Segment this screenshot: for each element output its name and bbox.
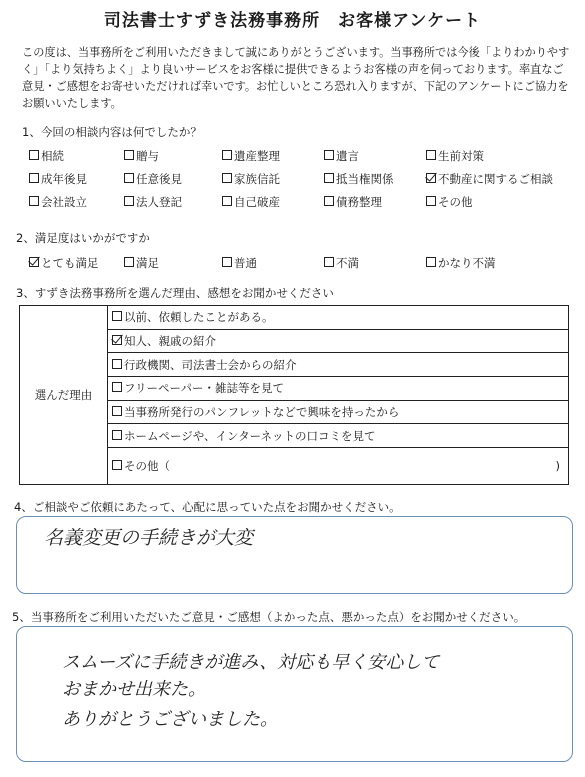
q1-option-saimu-seiri[interactable]: 債務整理 bbox=[324, 194, 382, 210]
checkbox[interactable] bbox=[124, 257, 134, 267]
checkbox[interactable] bbox=[112, 382, 122, 392]
checkbox[interactable] bbox=[222, 150, 232, 160]
q1-option-houjin-touki[interactable]: 法人登記 bbox=[124, 194, 182, 210]
q5-answer-line-2: おまかせ出来た。 bbox=[62, 679, 206, 700]
q2-option-kanari-fuman[interactable]: かなり不満 bbox=[426, 255, 496, 271]
reason-option-chijin[interactable]: 知人、親戚の紹介 bbox=[108, 329, 569, 353]
q2-option-totemo-manzoku[interactable]: とても満足 bbox=[29, 255, 99, 271]
q2-question: 2、満足度はいかがですか bbox=[16, 231, 150, 245]
checkbox[interactable] bbox=[112, 311, 122, 321]
survey-title: 司法書士すずき法務事務所 お客様アンケート bbox=[103, 11, 482, 31]
q1-option-zouyo[interactable]: 贈与 bbox=[124, 148, 159, 164]
checkbox[interactable] bbox=[426, 150, 436, 160]
checkbox[interactable] bbox=[426, 196, 436, 206]
intro-text: この度は、当事務所をご利用いただきまして誠にありがとうございます。当事務所では今後「よりわかりやすく」「より気持ちよく」より良いサービスをお客様に提供できるようお客様の声を伺っております。率直なご意見・ご感想をお寄せいただければ幸いです。お忙しいところ恐れ入りますが、下記のアンケートにご協力をお願いいたします。 bbox=[22, 46, 570, 110]
checkbox-checked[interactable] bbox=[426, 173, 436, 183]
checkbox[interactable] bbox=[29, 150, 39, 160]
q1-option-isan-seiri[interactable]: 遺産整理 bbox=[222, 148, 280, 164]
checkbox[interactable] bbox=[426, 257, 436, 267]
q1-option-jiko-hasan[interactable]: 自己破産 bbox=[222, 194, 280, 210]
q5-answer-line-3: ありがとうございました。 bbox=[62, 709, 278, 730]
checkbox[interactable] bbox=[324, 150, 334, 160]
checkbox[interactable] bbox=[222, 196, 232, 206]
reason-option-pamphlet[interactable]: 当事務所発行のパンフレットなどで興味を持ったから bbox=[108, 400, 569, 424]
q2-option-futsuu[interactable]: 普通 bbox=[222, 255, 257, 271]
q1-option-kazoku-shintaku[interactable]: 家族信託 bbox=[222, 171, 280, 187]
q5-answer-line-1: スムーズに手続きが進み、対応も早く安心して bbox=[62, 652, 440, 673]
checkbox[interactable] bbox=[29, 196, 39, 206]
q1-option-seizen-taisaku[interactable]: 生前対策 bbox=[426, 148, 484, 164]
q4-question: 4、ご相談やご依頼にあたって、心配に思っていた点をお聞かせください。 bbox=[14, 500, 401, 514]
reasons-table bbox=[19, 305, 569, 485]
checkbox-checked[interactable] bbox=[112, 335, 122, 345]
q1-option-teitouken[interactable]: 抵当権関係 bbox=[324, 171, 394, 187]
q1-option-souzoku[interactable]: 相続 bbox=[29, 148, 64, 164]
checkbox[interactable] bbox=[112, 460, 122, 470]
checkbox[interactable] bbox=[112, 430, 122, 440]
q1-option-fudousan[interactable]: 不動産に関するご相談 bbox=[426, 171, 553, 187]
checkbox[interactable] bbox=[124, 196, 134, 206]
q1-option-kaisha-setsuritsu[interactable]: 会社設立 bbox=[29, 194, 87, 210]
reason-option-free-paper[interactable]: フリーペーパー・雑誌等を見て bbox=[108, 377, 569, 401]
reason-option-irai[interactable]: 以前、依頼したことがある。 bbox=[108, 306, 569, 330]
checkbox[interactable] bbox=[324, 173, 334, 183]
checkbox[interactable] bbox=[324, 257, 334, 267]
checkbox[interactable] bbox=[222, 257, 232, 267]
reason-option-homepage[interactable]: ホームページや、インターネットの口コミを見て bbox=[108, 424, 569, 448]
checkbox[interactable] bbox=[324, 196, 334, 206]
checkbox[interactable] bbox=[222, 173, 232, 183]
checkbox[interactable] bbox=[124, 150, 134, 160]
reason-option-gyousei[interactable]: 行政機関、司法書士会からの紹介 bbox=[108, 353, 569, 377]
q1-question: 1、今回の相談内容は何でしたか？ bbox=[22, 125, 202, 139]
q2-option-manzoku[interactable]: 満足 bbox=[124, 255, 159, 271]
q1-option-seinen-kouken[interactable]: 成年後見 bbox=[29, 171, 87, 187]
q4-answer: 名義変更の手続きが大変 bbox=[44, 527, 254, 549]
checkbox[interactable] bbox=[124, 173, 134, 183]
checkbox[interactable] bbox=[112, 359, 122, 369]
q3-question: 3、すずき法務事務所を選んだ理由、感想をお聞かせください bbox=[16, 286, 334, 300]
reasons-row-label: 選んだ理由 bbox=[20, 306, 108, 485]
q1-option-nini-kouken[interactable]: 任意後見 bbox=[124, 171, 182, 187]
checkbox[interactable] bbox=[29, 173, 39, 183]
q5-question: 5、当事務所をご利用いただいたご意見・ご感想（よかった点、悪かった点）をお聞かせください。 bbox=[12, 610, 526, 624]
q1-option-yuigon[interactable]: 遺言 bbox=[324, 148, 359, 164]
checkbox-checked[interactable] bbox=[29, 257, 39, 267]
reason-option-other[interactable]: その他（ ) bbox=[108, 448, 569, 485]
q2-option-fuman[interactable]: 不満 bbox=[324, 255, 359, 271]
checkbox[interactable] bbox=[112, 406, 122, 416]
q1-option-sonota[interactable]: その他 bbox=[426, 194, 473, 210]
